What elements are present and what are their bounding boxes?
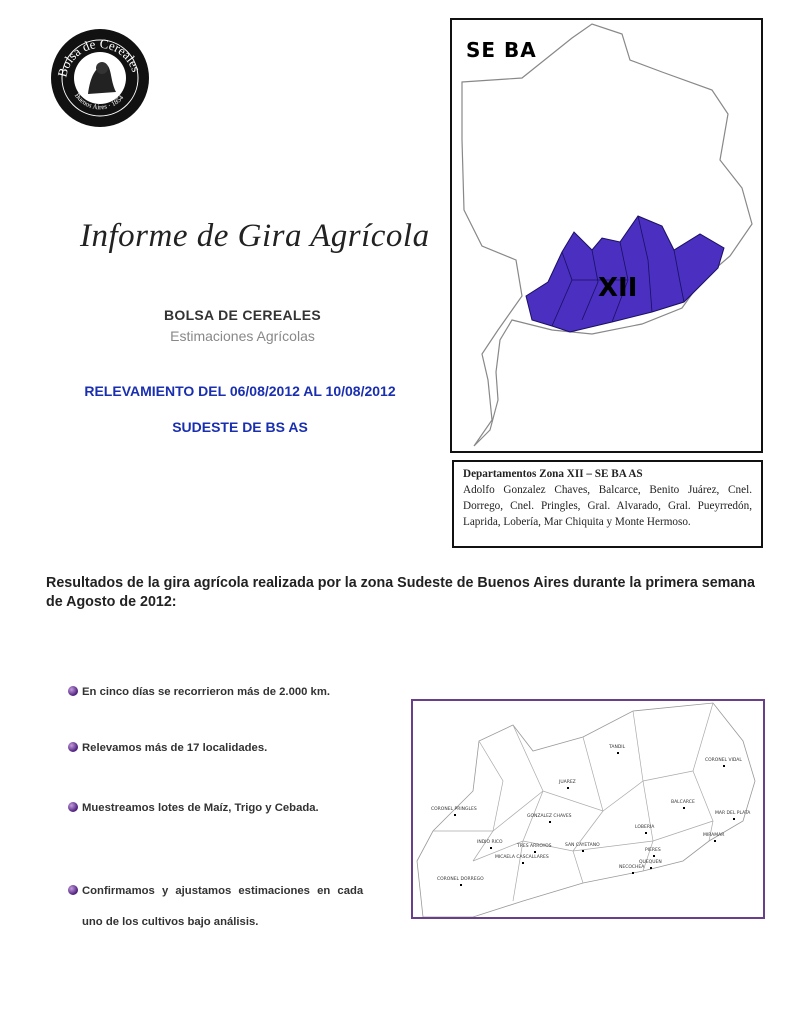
town-label: TRES ARROYOS — [517, 844, 552, 849]
bullet-item: Muestreamos lotes de Maíz, Trigo y Cebada. — [68, 802, 319, 814]
town-label: GONZALEZ CHAVES — [527, 814, 572, 819]
province-map — [452, 20, 761, 451]
bullet-dot-icon — [68, 686, 78, 696]
map-region-label: SE BA — [466, 38, 537, 62]
svg-text:Buenos Aires · 1854: Buenos Aires · 1854 — [72, 91, 126, 112]
town-label: MAR DEL PLATA — [715, 811, 751, 816]
bullet-dot-icon — [68, 802, 78, 812]
town-label: JUAREZ — [559, 780, 576, 785]
town-label: CORONEL DORREGO — [437, 877, 484, 882]
bullet-item: Relevamos más de 17 localidades. — [68, 742, 267, 754]
town-label: NECOCHEA — [619, 865, 645, 870]
bullet-item: Confirmamos y ajustamos estimaciones en cada uno de los cultivos bajo análisis. — [68, 862, 398, 930]
survey-period: RELEVAMIENTO DEL 06/08/2012 AL 10/08/2012 — [84, 383, 396, 399]
organization-name: BOLSA DE CEREALES — [163, 307, 322, 323]
town-label: TANDIL — [609, 745, 626, 750]
town-label: SAN CAYETANO — [565, 843, 600, 848]
town-label: QUEQUEN — [639, 860, 662, 865]
town-label: MIRAMAR — [703, 833, 725, 838]
town-label: BALCARCE — [671, 800, 695, 805]
town-label: CORONEL VIDAL — [705, 758, 742, 763]
document-title: Informe de Gira Agrícola — [80, 218, 430, 254]
bolsa-de-cereales-logo — [50, 28, 150, 128]
bullet-dot-icon — [68, 885, 78, 895]
town-label: INDIO RICO — [477, 840, 503, 845]
results-intro: Resultados de la gira agrícola realizada por la zona Sudeste de Buenos Aires durante la primera semana de Agosto de 2012: — [46, 575, 755, 610]
town-label: MICAELA CASCALLARES — [495, 855, 549, 860]
organization-subtitle: Estimaciones Agrícolas — [170, 328, 315, 344]
departments-box — [452, 460, 763, 548]
bullet-item: En cinco días se recorrieron más de 2.000 km. — [68, 686, 330, 698]
zone-label: XII — [598, 273, 638, 303]
town-label: CORONEL PRINGLES — [431, 807, 477, 812]
survey-region: SUDESTE DE BS AS — [172, 419, 308, 435]
zone-detail-map — [411, 699, 765, 919]
svg-text:Bolsa de Cereales: Bolsa de Cereales — [54, 35, 145, 79]
town-label: PIERES — [645, 848, 661, 853]
departments-title: Departamentos Zona XII – SE BA AS — [463, 468, 643, 480]
bullet-dot-icon — [68, 742, 78, 752]
departments-list: Adolfo Gonzalez Chaves, Balcarce, Benito Juárez, Cnel. Dorrego, Cnel. Pringles, Gral. Alvarado, Gral. Pueyrredón, Laprida, Lobería, Mar Chiquita y Monte Hermoso. — [463, 484, 752, 528]
town-label: LOBERIA — [635, 825, 655, 830]
province-outline — [462, 24, 752, 446]
